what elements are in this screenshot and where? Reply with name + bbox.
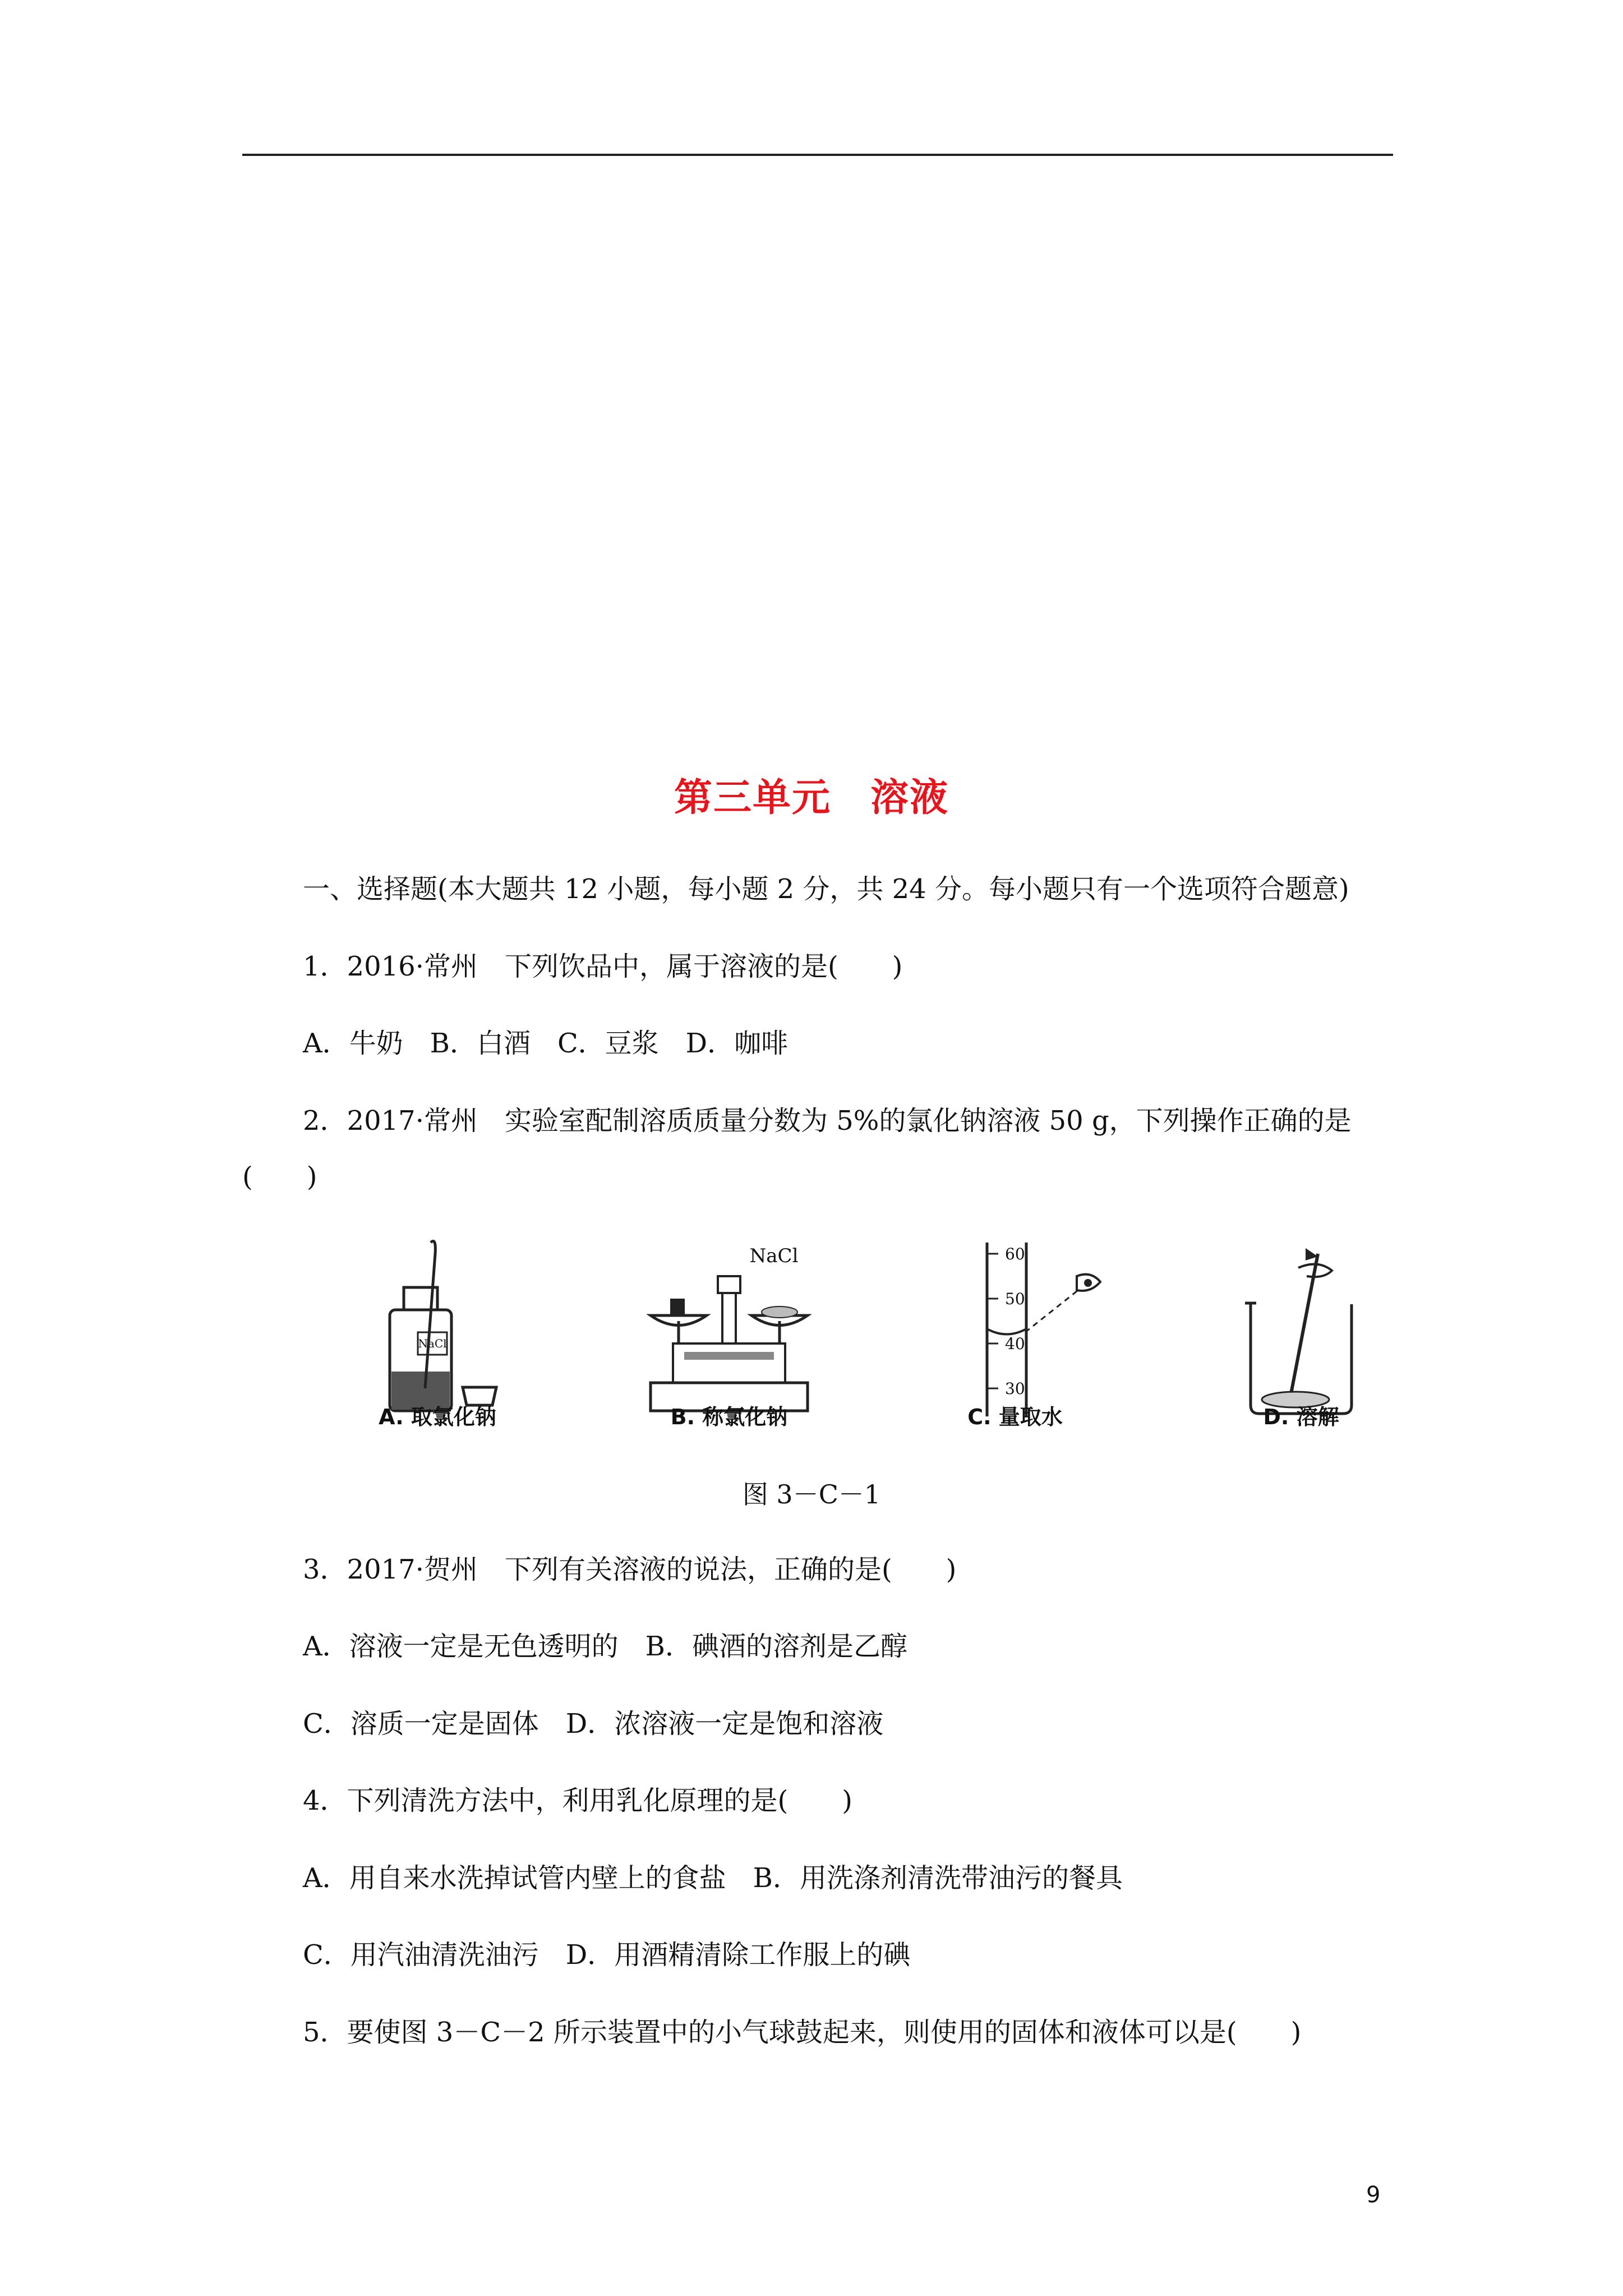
question-5-stem: 5．要使图 3－C－2 所示装置中的小气球鼓起来，则使用的固体和液体可以是( ): [303, 2017, 1302, 2048]
question-4-options-1: A．用自来水洗掉试管内壁上的食盐 B．用洗涤剂清洗带油污的餐具: [303, 1862, 1123, 1894]
question-1-options: A．牛奶 B．白酒 C．豆浆 D．咖啡: [303, 1028, 789, 1059]
header-rule: [242, 154, 1393, 156]
bottle-label: NaCl: [418, 1337, 447, 1350]
salt-pile: [762, 1306, 797, 1318]
nacl-label: NaCl: [749, 1245, 799, 1267]
question-3-stem: 3．2017·贺州 下列有关溶液的说法，正确的是( ): [303, 1554, 957, 1585]
figure-a-bottle: [365, 1237, 510, 1422]
balance-weight-block: [718, 1276, 740, 1293]
question-2-stem-cont: ( ): [242, 1161, 317, 1193]
tick-40: 40: [1005, 1335, 1025, 1353]
page-number: 9: [1366, 2182, 1381, 2208]
figure-b-balance: [639, 1237, 819, 1422]
balance-scale: [684, 1352, 774, 1360]
figure-b-label: B. 称氯化钠: [670, 1405, 788, 1429]
figure-c-cylinder: [953, 1237, 1110, 1422]
tick-60: 60: [1005, 1245, 1025, 1263]
question-4-options-2: C．用汽油清洗油污 D．用酒精清除工作服上的碘: [303, 1939, 911, 1971]
balance-pillar: [722, 1287, 736, 1343]
question-4-stem: 4．下列清洗方法中，利用乳化原理的是( ): [303, 1785, 852, 1816]
figure-d-beaker: [1234, 1237, 1368, 1422]
question-3-options-2: C．溶质一定是固体 D．浓溶液一定是饱和溶液: [303, 1708, 884, 1740]
section-heading: 一、选择题(本大题共 12 小题，每小题 2 分，共 24 分。每小题只有一个选项符合题意): [303, 873, 1349, 905]
tick-30: 30: [1005, 1379, 1025, 1398]
tick-50: 50: [1005, 1290, 1025, 1308]
left-weight: [670, 1299, 685, 1315]
figure-caption: 图 3－C－1: [742, 1479, 881, 1510]
question-1-stem: 1．2016·常州 下列饮品中，属于溶液的是( ): [303, 951, 903, 982]
balance-body: [673, 1343, 785, 1383]
page-title: 第三单元 溶液: [674, 775, 949, 820]
figure-c-label: C. 量取水: [967, 1405, 1063, 1429]
question-2-stem: 2．2017·常州 实验室配制溶质质量分数为 5%的氯化钠溶液 50 g，下列操作正确的是: [303, 1105, 1352, 1137]
sight-line: [1025, 1285, 1085, 1332]
stirring-rod: [1290, 1254, 1318, 1400]
spatula: [425, 1241, 435, 1389]
figure-d-label: D. 溶解: [1263, 1405, 1339, 1429]
question-3-options-1: A．溶液一定是无色透明的 B．碘酒的溶剂是乙醇: [303, 1631, 907, 1662]
figure-a-label: A. 取氯化钠: [379, 1405, 496, 1429]
meniscus: [988, 1329, 1025, 1335]
